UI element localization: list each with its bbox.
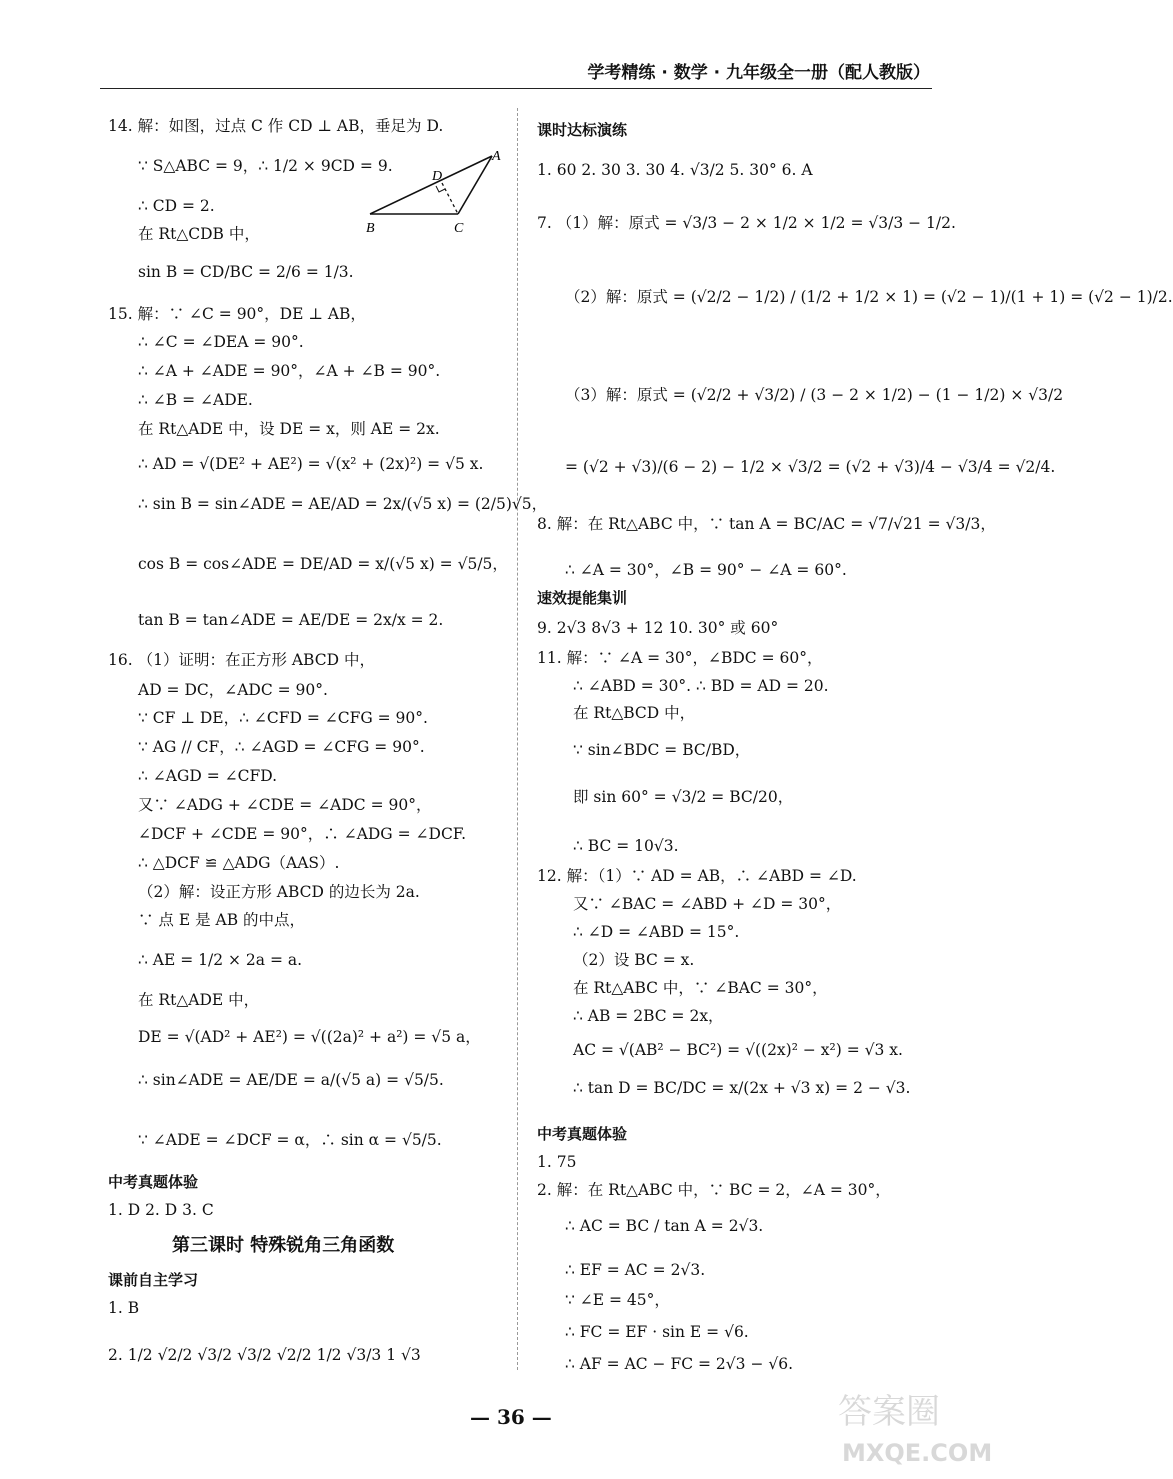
left-line: DE = √(AD² + AE²) = √((2a)² + a²) = √5 a， bbox=[138, 1028, 481, 1046]
right-line: 8. 解：在 Rt△ABC 中，∵ tan A = BC/AC = √7/√21 = √3/3， bbox=[537, 515, 996, 533]
right-line: 12. 解：（1）∵ AD = AB，∴ ∠ABD = ∠D. bbox=[537, 867, 857, 885]
left-line: ∵ AG // CF，∴ ∠AGD = ∠CFG = 90°. bbox=[138, 738, 425, 756]
left-line: sin B = CD/BC = 2/6 = 1/3. bbox=[138, 263, 354, 281]
label-d: D bbox=[432, 169, 443, 184]
left-line: AD = DC，∠ADC = 90°. bbox=[138, 681, 328, 699]
left-line: 在 Rt△ADE 中， bbox=[138, 991, 260, 1009]
label-c: C bbox=[454, 221, 464, 236]
left-line: ∠DCF + ∠CDE = 90°，∴ ∠ADG = ∠DCF. bbox=[138, 825, 467, 843]
left-line: 又∵ ∠ADG + ∠CDE = ∠ADC = 90°， bbox=[138, 796, 432, 814]
left-line: cos B = cos∠ADE = DE/AD = x/(√5 x) = √5/5， bbox=[138, 555, 508, 573]
right-line: 在 Rt△ABC 中，∵ ∠BAC = 30°， bbox=[573, 979, 828, 997]
left-section-heading: 第三课时 特殊锐角三角函数 bbox=[172, 1235, 395, 1256]
left-line: ∴ sin B = sin∠ADE = AE/AD = 2x/(√5 x) = (2/5)√5， bbox=[138, 495, 548, 513]
label-a: A bbox=[492, 149, 501, 164]
left-line: ∵ CF ⊥ DE，∴ ∠CFD = ∠CFG = 90°. bbox=[138, 709, 428, 727]
right-section-heading: 速效提能集训 bbox=[537, 589, 628, 607]
left-line: 在 Rt△ADE 中，设 DE = x，则 AE = 2x. bbox=[138, 420, 440, 438]
right-line: AC = √(AB² − BC²) = √((2x)² − x²) = √3 x. bbox=[573, 1041, 903, 1059]
left-section-heading: 中考真题体验 bbox=[108, 1173, 199, 1191]
left-line: ∵ S△ABC = 9，∴ 1/2 × 9CD = 9. bbox=[138, 157, 393, 175]
left-line: ∴ ∠AGD = ∠CFD. bbox=[138, 767, 278, 785]
right-line: ∴ AF = AC − FC = 2√3 − √6. bbox=[565, 1355, 794, 1373]
page-number: — 36 — bbox=[470, 1405, 552, 1429]
right-line: ∴ ∠A = 30°，∠B = 90° − ∠A = 60°. bbox=[565, 561, 847, 579]
left-line: ∵ 点 E 是 AB 的中点， bbox=[138, 911, 306, 929]
left-section-heading: 课前自主学习 bbox=[108, 1271, 199, 1289]
left-line: ∴ sin∠ADE = AE/DE = a/(√5 a) = √5/5. bbox=[138, 1071, 444, 1089]
right-line: = (√2 + √3)/(6 − 2) − 1/2 × √3/2 = (√2 + √3)/4 − √3/4 = √2/4. bbox=[565, 458, 1056, 476]
watermark-text: 答案圈 bbox=[838, 1392, 940, 1432]
left-line: ∴ ∠C = ∠DEA = 90°. bbox=[138, 333, 304, 351]
right-line: ∴ EF = AC = 2√3. bbox=[565, 1261, 706, 1279]
right-line: ∴ BC = 10√3. bbox=[573, 837, 679, 855]
left-line: ∴ AD = √(DE² + AE²) = √(x² + (2x)²) = √5 x. bbox=[138, 455, 484, 473]
left-line: 16. （1）证明：在正方形 ABCD 中， bbox=[108, 651, 375, 669]
right-line: ∵ sin∠BDC = BC/BD， bbox=[573, 741, 751, 759]
header-rule bbox=[100, 88, 932, 89]
right-line: （2）设 BC = x. bbox=[573, 951, 695, 969]
left-line: ∴ △DCF ≌ △ADG（AAS）. bbox=[138, 854, 340, 872]
left-line: ∴ ∠B = ∠ADE. bbox=[138, 391, 253, 409]
right-line: ∴ tan D = BC/DC = x/(2x + √3 x) = 2 − √3. bbox=[573, 1079, 911, 1097]
label-b: B bbox=[366, 221, 375, 236]
right-line: ∴ ∠ABD = 30°. ∴ BD = AD = 20. bbox=[573, 677, 829, 695]
right-line: ∵ ∠E = 45°， bbox=[565, 1291, 670, 1309]
right-line: （3）解：原式 = (√2/2 + √3/2) / (3 − 2 × 1/2) − (1 − 1/2) × √3/2 bbox=[565, 386, 1064, 404]
right-line: ∴ AC = BC / tan A = 2√3. bbox=[565, 1217, 764, 1235]
right-section-heading: 中考真题体验 bbox=[537, 1125, 628, 1143]
left-line: ∴ AE = 1/2 × 2a = a. bbox=[138, 951, 303, 969]
right-line: 7. （1）解：原式 = √3/3 − 2 × 1/2 × 1/2 = √3/3 − 1/2. bbox=[537, 214, 956, 232]
left-line: 14. 解：如图，过点 C 作 CD ⊥ AB，垂足为 D. bbox=[108, 117, 444, 135]
right-line: ∴ AB = 2BC = 2x， bbox=[573, 1007, 724, 1025]
watermark-logo bbox=[834, 1379, 993, 1469]
right-line: 1. 75 bbox=[537, 1153, 577, 1171]
right-line: 9. 2√3 8√3 + 12 10. 30° 或 60° bbox=[537, 619, 779, 637]
left-line: 1. B bbox=[108, 1299, 140, 1317]
left-line: ∴ CD = 2. bbox=[138, 197, 215, 215]
right-line: ∴ FC = EF · sin E = √6. bbox=[565, 1323, 749, 1341]
left-line: ∵ ∠ADE = ∠DCF = α，∴ sin α = √5/5. bbox=[138, 1131, 442, 1149]
right-line: （2）解：原式 = (√2/2 − 1/2) / (1/2 + 1/2 × 1) = (√2 − 1)/(1 + 1) = (√2 − 1)/2. bbox=[565, 288, 1173, 306]
left-line: 在 Rt△CDB 中， bbox=[138, 225, 260, 243]
right-line: 在 Rt△BCD 中， bbox=[573, 704, 696, 722]
column-divider bbox=[517, 108, 518, 1370]
left-line: ∴ ∠A + ∠ADE = 90°，∠A + ∠B = 90°. bbox=[138, 362, 441, 380]
running-header: 学考精练 · 数学 · 九年级全一册（配人教版） bbox=[587, 63, 930, 83]
right-line: 11. 解：∵ ∠A = 30°，∠BDC = 60°， bbox=[537, 649, 823, 667]
right-line: 2. 解：在 Rt△ABC 中，∵ BC = 2，∠A = 30°， bbox=[537, 1181, 891, 1199]
right-line: 又∵ ∠BAC = ∠ABD + ∠D = 30°， bbox=[573, 895, 842, 913]
right-section-heading: 课时达标演练 bbox=[537, 121, 628, 139]
right-line: ∴ ∠D = ∠ABD = 15°. bbox=[573, 923, 740, 941]
left-line: 2. 1/2 √2/2 √3/2 √3/2 √2/2 1/2 √3/3 1 √3 bbox=[108, 1346, 421, 1364]
left-line: 15. 解：∵ ∠C = 90°，DE ⊥ AB， bbox=[108, 305, 366, 323]
left-line: 1. D 2. D 3. C bbox=[108, 1201, 214, 1219]
watermark-url: MXQE.COM bbox=[842, 1439, 993, 1467]
right-line: 1. 60 2. 30 3. 30 4. √3/2 5. 30° 6. A bbox=[537, 161, 813, 179]
triangle-figure bbox=[362, 146, 512, 236]
right-line: 即 sin 60° = √3/2 = BC/20， bbox=[573, 788, 794, 806]
left-line: （2）解：设正方形 ABCD 的边长为 2a. bbox=[138, 883, 420, 901]
left-line: tan B = tan∠ADE = AE/DE = 2x/x = 2. bbox=[138, 611, 444, 629]
